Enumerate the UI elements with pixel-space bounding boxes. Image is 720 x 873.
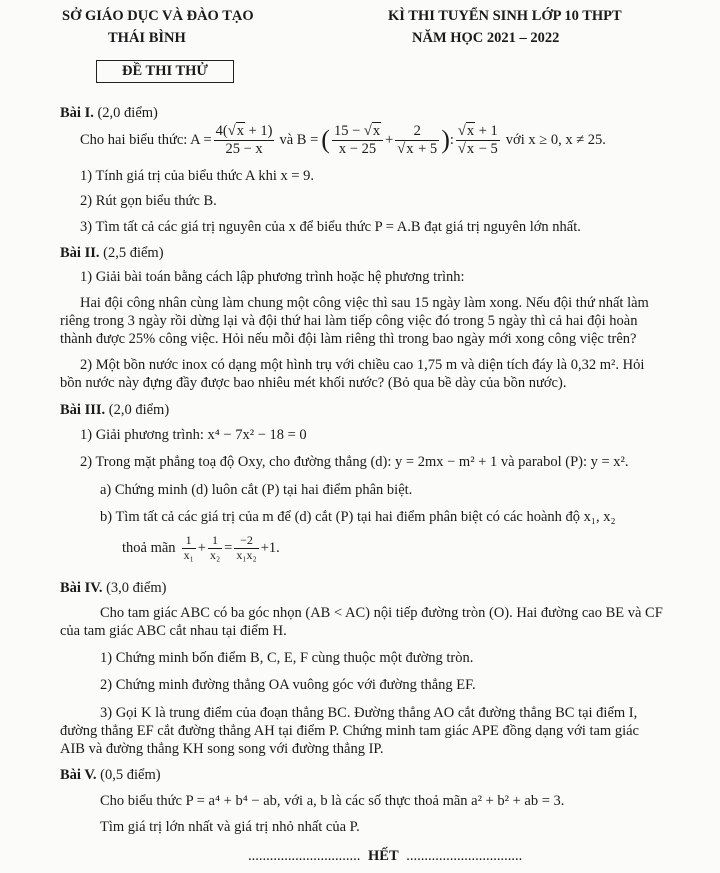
bai1-item-3: 3) Tìm tất cả các giá trị nguyên của x để biểu thức P = A.B đạt giá trị nguyên lớn nhất. — [80, 219, 581, 235]
bai4-item-1: 1) Chứng minh bốn điểm B, C, E, F cùng thuộc một đường tròn. — [100, 650, 474, 666]
bai1-item-1: 1) Tính giá trị của biểu thức A khi x = 9. — [80, 168, 315, 184]
bai4-intro-line-2: của tam giác ABC cắt nhau tại điểm H. — [60, 623, 287, 639]
bai5-line-2: Tìm giá trị lớn nhất và giá trị nhỏ nhất của P. — [100, 819, 360, 835]
bai2-problem-line-2: riêng trong 3 ngày rồi dừng lại và đội thứ hai làm tiếp công việc đó trong 5 ngày thì cả hai đội hoàn — [60, 313, 638, 329]
bai3-item-1: 1) Giải phương trình: x⁴ − 7x² − 18 = 0 — [80, 427, 307, 443]
bai2-item-2-line-2: bồn nước này đựng đầy được bao nhiêu mét khối nước? (Bỏ qua bề dày của bồn nước). — [60, 375, 567, 391]
bai3-item-2: 2) Trong mặt phẳng toạ độ Oxy, cho đường thẳng (d): y = 2mx − m² + 1 và parabol (P): y = x². — [80, 454, 629, 470]
bai2-heading: Bài II. (2,5 điểm) — [60, 245, 164, 261]
header-exam-title: KÌ THI TUYỂN SINH LỚP 10 THPT — [388, 8, 622, 24]
bai2-problem-line-3: thành được 25% công việc. Hỏi nếu mỗi đội làm riêng thì trong bao ngày mới xong công việc trên? — [60, 331, 637, 347]
bai4-heading: Bài IV. (3,0 điểm) — [60, 580, 167, 596]
footer-end: ............................... HẾT ................................ — [248, 848, 523, 864]
expr-B-frac2: $\frac{2}{√x + 5}$ — [397, 122, 438, 157]
bai4-item-2: 2) Chứng minh đường thẳng OA vuông góc với đường thẳng EF. — [100, 677, 476, 693]
header-department: SỞ GIÁO DỤC VÀ ĐÀO TẠO — [62, 8, 254, 24]
bai2-problem-line-1: Hai đội công nhân cùng làm chung một công việc thì sau 15 ngày làm xong. Nếu đội thứ nhất làm — [80, 295, 649, 311]
bai4-intro-line-1: Cho tam giác ABC có ba góc nhọn (AB < AC) nội tiếp đường tròn (O). Hai đường cao BE và CF — [100, 605, 663, 621]
bai5-line-1: Cho biểu thức P = a⁴ + b⁴ − ab, với a, b là các số thực thoả mãn a² + b² + ab = 3. — [100, 793, 565, 809]
bai2-item-2-line-1: 2) Một bồn nước inox có dạng một hình trụ với chiều cao 1,75 m và diện tích đáy là 0,32 m². Hỏi — [80, 357, 645, 373]
header-province: THÁI BÌNH — [108, 30, 186, 46]
bai4-item-3-line-1: 3) Gọi K là trung điểm của đoạn thẳng BC. Đường thẳng AO cắt đường thẳng BC tại điểm I, — [100, 705, 638, 721]
bai2-item-1: 1) Giải bài toán bằng cách lập phương trình hoặc hệ phương trình: — [80, 269, 465, 285]
bai3-item-2b: b) Tìm tất cả các giá trị của m để (d) cắt (P) tại hai điểm phân biệt có các hoành độ x₁, x₂ — [100, 509, 616, 525]
bai1-expressions: Cho hai biểu thức: A = $\frac{4(√x + 1)}{25 - x}$ và B = ( $\frac{15 - √x}{x - 25}$ + $\frac{2}{√x + 5}$ ) : $\frac{√x + 1}{√x - 5}$ với x ≥ 0, x ≠ 25. — [80, 122, 606, 157]
bai3-condition: thoả mãn $\frac{1}{\text{x₁}}$ + $\frac{1}{\text{x₂}}$ = $\frac{-2}{\text{x₁x₂}}$ +1. — [122, 532, 280, 562]
expr-A: $\frac{4(√x + 1)}{25 - x}$ — [215, 122, 273, 157]
bai4-item-3-line-2: đường thẳng EF cắt đường thẳng AH tại điểm P. Chứng minh tam giác APE đồng dạng với tam giác — [60, 723, 639, 739]
bai1-heading: Bài I. (2,0 điểm) — [60, 105, 158, 121]
expr-B-frac1: $\frac{15 - √x}{x - 25}$ — [332, 123, 383, 157]
bai4-item-3-line-3: AIB và đường thẳng KH song song với đường thẳng IP. — [60, 741, 384, 757]
exam-type-box: ĐỀ THI THỬ — [96, 60, 234, 83]
bai5-heading: Bài V. (0,5 điểm) — [60, 767, 161, 783]
expr-B-frac3: $\frac{√x + 1}{√x - 5}$ — [457, 122, 498, 157]
bai1-item-2: 2) Rút gọn biểu thức B. — [80, 193, 217, 209]
bai3-item-2a: a) Chứng minh (d) luôn cắt (P) tại hai điểm phân biệt. — [100, 482, 413, 498]
bai3-heading: Bài III. (2,0 điểm) — [60, 402, 170, 418]
header-school-year: NĂM HỌC 2021 – 2022 — [412, 30, 560, 46]
